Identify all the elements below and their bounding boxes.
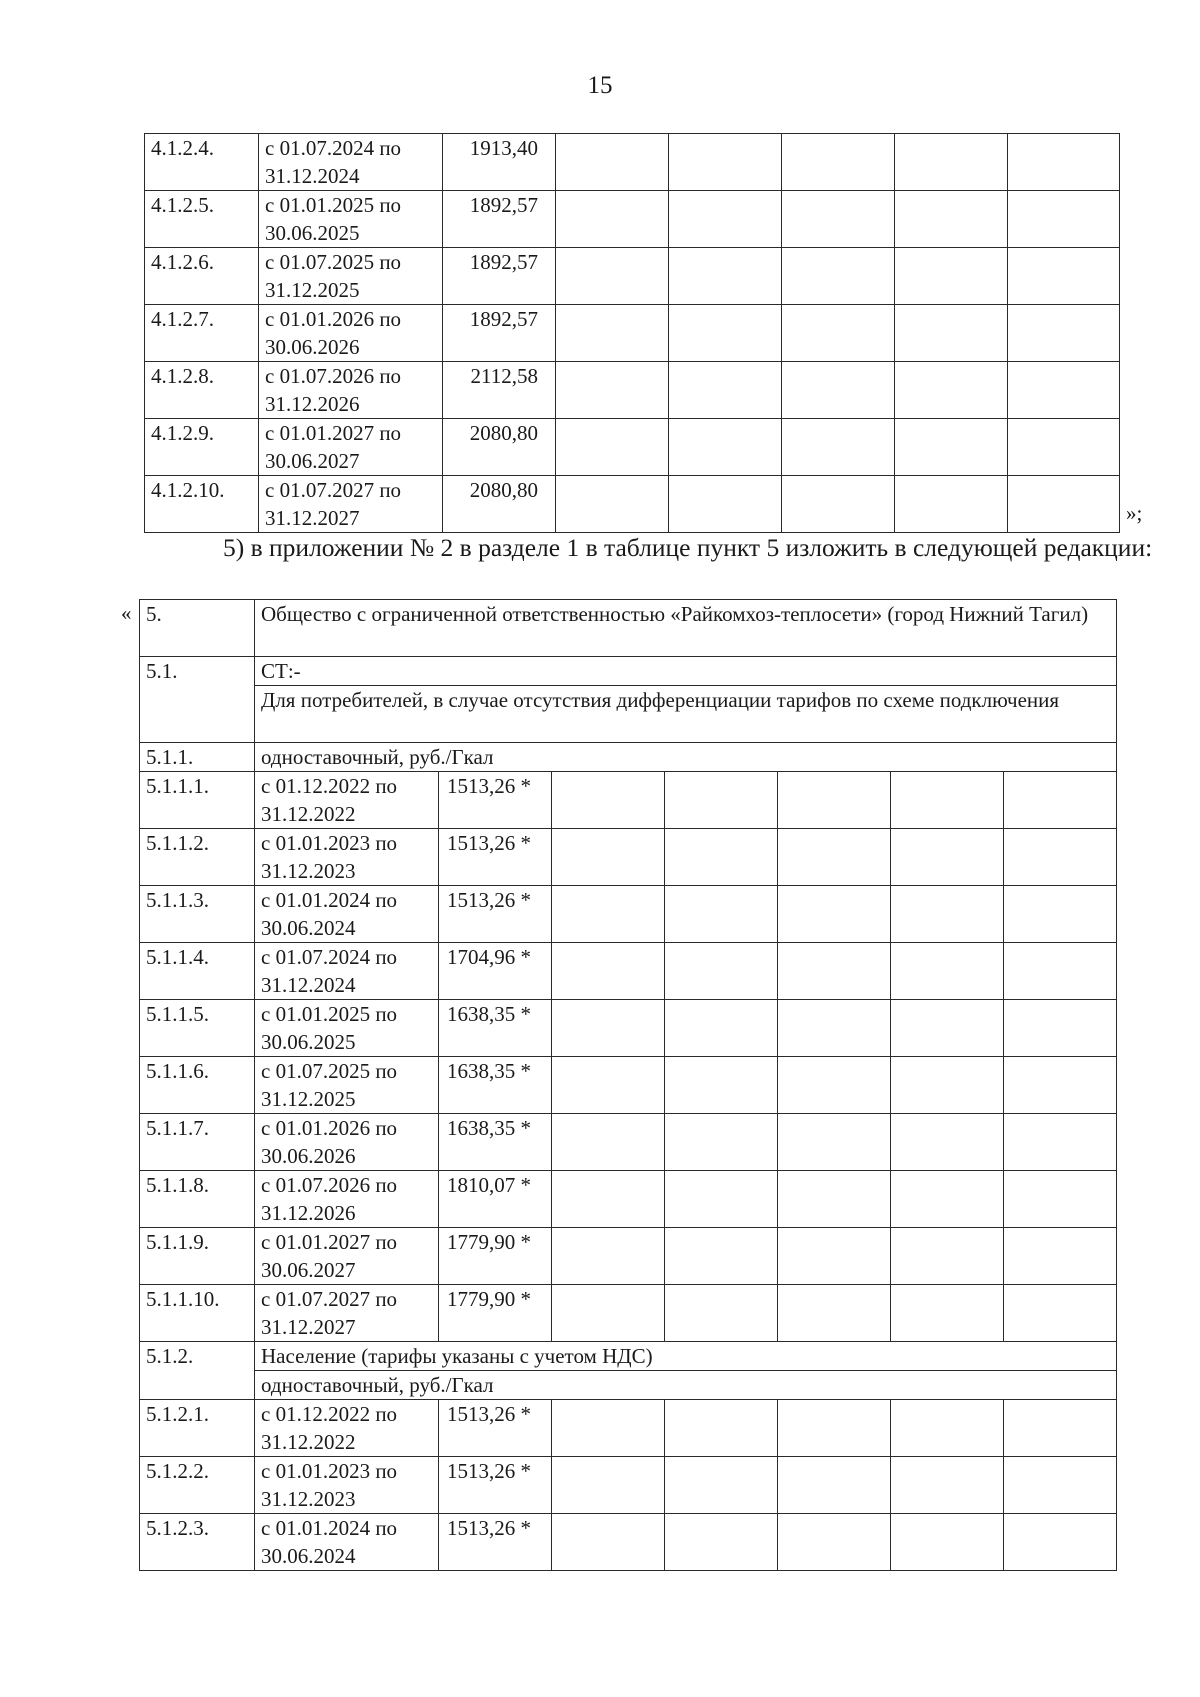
empty-cell	[891, 1285, 1004, 1342]
empty-cell	[1008, 305, 1120, 362]
row-value: 1892,57	[443, 248, 556, 305]
empty-cell	[1008, 419, 1120, 476]
empty-cell	[891, 1057, 1004, 1114]
row-period: с 01.01.2024 по 30.06.2024	[255, 1514, 439, 1571]
row-value: 1704,96 *	[439, 943, 552, 1000]
subsection-sublabel: одноставочный, руб./Гкал	[255, 1371, 1117, 1400]
empty-cell	[895, 476, 1008, 533]
empty-cell	[895, 134, 1008, 191]
table-row	[140, 772, 1117, 829]
empty-cell	[891, 1171, 1004, 1228]
empty-cell	[891, 886, 1004, 943]
empty-cell	[552, 829, 665, 886]
empty-cell	[669, 419, 782, 476]
empty-cell	[556, 362, 669, 419]
table-row	[140, 1171, 1117, 1228]
empty-cell	[556, 419, 669, 476]
row-number: 4.1.2.6.	[145, 248, 259, 305]
section-number: 5.1.	[140, 657, 255, 743]
empty-cell	[665, 886, 778, 943]
row-value: 1638,35 *	[439, 1000, 552, 1057]
row-number: 5.1.1.4.	[140, 943, 255, 1000]
row-value: 1513,26 *	[439, 772, 552, 829]
row-period: с 01.01.2025 по 30.06.2025	[259, 191, 443, 248]
table-row	[140, 1114, 1117, 1171]
empty-cell	[778, 1000, 891, 1057]
row-number: 5.1.1.1.	[140, 772, 255, 829]
empty-cell	[669, 248, 782, 305]
row-value: 1513,26 *	[439, 829, 552, 886]
empty-cell	[891, 1457, 1004, 1514]
row-number: 5.1.1.3.	[140, 886, 255, 943]
empty-cell	[669, 134, 782, 191]
empty-cell	[665, 943, 778, 1000]
subsection-number: 5.1.2.	[140, 1342, 255, 1400]
row-number: 4.1.2.9.	[145, 419, 259, 476]
row-value: 1638,35 *	[439, 1114, 552, 1171]
row-period: с 01.07.2026 по 31.12.2026	[259, 362, 443, 419]
row-number: 5.1.1.5.	[140, 1000, 255, 1057]
subsection-row	[140, 743, 1117, 772]
empty-cell	[778, 1514, 891, 1571]
table-row	[145, 248, 1120, 305]
row-period: с 01.01.2026 по 30.06.2026	[255, 1114, 439, 1171]
row-number: 5.1.1.6.	[140, 1057, 255, 1114]
row-period: с 01.01.2023 по 31.12.2023	[255, 1457, 439, 1514]
empty-cell	[552, 1400, 665, 1457]
row-value: 1513,26 *	[439, 886, 552, 943]
row-period: с 01.07.2024 по 31.12.2024	[259, 134, 443, 191]
row-number: 4.1.2.8.	[145, 362, 259, 419]
table-row	[145, 305, 1120, 362]
subsection-label: одноставочный, руб./Гкал	[255, 743, 1117, 772]
empty-cell	[665, 1514, 778, 1571]
empty-cell	[891, 943, 1004, 1000]
row-number: 5.1.1.10.	[140, 1285, 255, 1342]
empty-cell	[556, 134, 669, 191]
empty-cell	[665, 829, 778, 886]
table-row	[140, 1514, 1117, 1571]
section-desc-row	[140, 686, 1117, 743]
empty-cell	[1004, 1285, 1117, 1342]
empty-cell	[665, 1057, 778, 1114]
empty-cell	[552, 1228, 665, 1285]
empty-cell	[665, 1171, 778, 1228]
row-period: с 01.07.2025 по 31.12.2025	[255, 1057, 439, 1114]
row-number: 5.1.2.1.	[140, 1400, 255, 1457]
empty-cell	[552, 1057, 665, 1114]
row-number: 5.1.1.9.	[140, 1228, 255, 1285]
empty-cell	[665, 1457, 778, 1514]
empty-cell	[552, 943, 665, 1000]
row-period: с 01.01.2025 по 30.06.2025	[255, 1000, 439, 1057]
empty-cell	[665, 1400, 778, 1457]
empty-cell	[552, 886, 665, 943]
row-number: 4.1.2.10.	[145, 476, 259, 533]
table-row	[140, 829, 1117, 886]
empty-cell	[1008, 362, 1120, 419]
empty-cell	[782, 248, 895, 305]
empty-cell	[1004, 829, 1117, 886]
table-row	[140, 1400, 1117, 1457]
row-period: с 01.07.2025 по 31.12.2025	[259, 248, 443, 305]
empty-cell	[1008, 248, 1120, 305]
empty-cell	[778, 1457, 891, 1514]
row-value: 1638,35 *	[439, 1057, 552, 1114]
empty-cell	[1004, 1057, 1117, 1114]
empty-cell	[778, 1057, 891, 1114]
row-period: с 01.01.2027 по 30.06.2027	[259, 419, 443, 476]
empty-cell	[669, 305, 782, 362]
empty-cell	[891, 1114, 1004, 1171]
row-period: с 01.12.2022 по 31.12.2022	[255, 772, 439, 829]
tariff-table-new	[139, 599, 1117, 1571]
row-value: 1810,07 *	[439, 1171, 552, 1228]
empty-cell	[778, 1285, 891, 1342]
empty-cell	[669, 476, 782, 533]
empty-cell	[891, 1000, 1004, 1057]
empty-cell	[669, 191, 782, 248]
empty-cell	[782, 191, 895, 248]
empty-cell	[665, 772, 778, 829]
empty-cell	[669, 362, 782, 419]
empty-cell	[1004, 1400, 1117, 1457]
row-period: с 01.12.2022 по 31.12.2022	[255, 1400, 439, 1457]
empty-cell	[1008, 476, 1120, 533]
empty-cell	[895, 362, 1008, 419]
empty-cell	[1004, 1171, 1117, 1228]
page-number: 15	[587, 72, 613, 99]
row-period: с 01.01.2024 по 30.06.2024	[255, 886, 439, 943]
empty-cell	[1004, 886, 1117, 943]
tariff-table-continued	[144, 133, 1120, 533]
empty-cell	[895, 248, 1008, 305]
empty-cell	[891, 1400, 1004, 1457]
empty-cell	[552, 1000, 665, 1057]
empty-cell	[552, 1457, 665, 1514]
empty-cell	[778, 943, 891, 1000]
empty-cell	[778, 1171, 891, 1228]
row-number: 4.1.2.7.	[145, 305, 259, 362]
closing-quote-mark: »;	[1126, 501, 1143, 525]
subsection-number: 5.1.1.	[140, 743, 255, 772]
subsection-row	[140, 1342, 1117, 1371]
empty-cell	[895, 305, 1008, 362]
row-number: 5.1.1.7.	[140, 1114, 255, 1171]
row-value: 2080,80	[443, 419, 556, 476]
section-description: Для потребителей, в случае отсутствия дифференциации тарифов по схеме подключения	[255, 686, 1117, 743]
empty-cell	[778, 886, 891, 943]
empty-cell	[665, 1228, 778, 1285]
row-period: с 01.01.2023 по 31.12.2023	[255, 829, 439, 886]
empty-cell	[552, 1114, 665, 1171]
row-period: с 01.07.2024 по 31.12.2024	[255, 943, 439, 1000]
row-value: 1892,57	[443, 305, 556, 362]
empty-cell	[778, 1228, 891, 1285]
empty-cell	[552, 1514, 665, 1571]
empty-cell	[1004, 943, 1117, 1000]
empty-cell	[782, 419, 895, 476]
empty-cell	[891, 1228, 1004, 1285]
table-row	[145, 362, 1120, 419]
empty-cell	[1004, 1457, 1117, 1514]
opening-quote-mark: «	[121, 601, 132, 625]
row-value: 1513,26 *	[439, 1400, 552, 1457]
table-row	[140, 1228, 1117, 1285]
empty-cell	[778, 1114, 891, 1171]
empty-cell	[895, 191, 1008, 248]
row-number: 5.1.2.3.	[140, 1514, 255, 1571]
table-row	[145, 419, 1120, 476]
org-row	[140, 600, 1117, 657]
row-number: 5.1.2.2.	[140, 1457, 255, 1514]
empty-cell	[556, 248, 669, 305]
empty-cell	[1004, 772, 1117, 829]
row-value: 1913,40	[443, 134, 556, 191]
row-number: 4.1.2.5.	[145, 191, 259, 248]
subsection-sub-row	[140, 1371, 1117, 1400]
empty-cell	[1004, 1000, 1117, 1057]
table-row	[140, 943, 1117, 1000]
row-period: с 01.07.2026 по 31.12.2026	[255, 1171, 439, 1228]
empty-cell	[782, 134, 895, 191]
table-row	[140, 1457, 1117, 1514]
row-value: 1892,57	[443, 191, 556, 248]
row-number: 5.1.1.2.	[140, 829, 255, 886]
row-value: 1513,26 *	[439, 1514, 552, 1571]
row-period: с 01.01.2026 по 30.06.2026	[259, 305, 443, 362]
empty-cell	[778, 829, 891, 886]
org-number: 5.	[140, 600, 255, 657]
row-value: 1779,90 *	[439, 1285, 552, 1342]
empty-cell	[1004, 1114, 1117, 1171]
table-row	[140, 886, 1117, 943]
empty-cell	[1004, 1514, 1117, 1571]
row-value: 1779,90 *	[439, 1228, 552, 1285]
empty-cell	[556, 305, 669, 362]
empty-cell	[552, 1171, 665, 1228]
table-row	[145, 134, 1120, 191]
empty-cell	[1008, 134, 1120, 191]
empty-cell	[1008, 191, 1120, 248]
empty-cell	[778, 1400, 891, 1457]
row-period: с 01.07.2027 по 31.12.2027	[255, 1285, 439, 1342]
empty-cell	[556, 191, 669, 248]
subsection-label: Население (тарифы указаны с учетом НДС)	[255, 1342, 1117, 1371]
org-name: Общество с ограниченной ответственностью «Райкомхоз-теплосети» (город Нижний Тагил)	[255, 600, 1117, 657]
row-period: с 01.01.2027 по 30.06.2027	[255, 1228, 439, 1285]
empty-cell	[778, 772, 891, 829]
empty-cell	[782, 362, 895, 419]
amendment-paragraph: 5) в приложении № 2 в разделе 1 в таблице пункт 5 изложить в следующей редакции:	[223, 533, 1153, 562]
table-row	[145, 476, 1120, 533]
row-value: 2112,58	[443, 362, 556, 419]
section-label: СТ:-	[255, 657, 1117, 686]
empty-cell	[665, 1285, 778, 1342]
row-period: с 01.07.2027 по 31.12.2027	[259, 476, 443, 533]
empty-cell	[552, 1285, 665, 1342]
table-row	[140, 1057, 1117, 1114]
section-row	[140, 657, 1117, 686]
row-number: 5.1.1.8.	[140, 1171, 255, 1228]
table-row	[145, 191, 1120, 248]
empty-cell	[665, 1000, 778, 1057]
table-row	[140, 1285, 1117, 1342]
empty-cell	[665, 1114, 778, 1171]
row-number: 4.1.2.4.	[145, 134, 259, 191]
empty-cell	[895, 419, 1008, 476]
empty-cell	[891, 1514, 1004, 1571]
empty-cell	[891, 772, 1004, 829]
row-value: 2080,80	[443, 476, 556, 533]
row-value: 1513,26 *	[439, 1457, 552, 1514]
empty-cell	[552, 772, 665, 829]
table-row	[140, 1000, 1117, 1057]
empty-cell	[891, 829, 1004, 886]
empty-cell	[556, 476, 669, 533]
empty-cell	[782, 476, 895, 533]
empty-cell	[1004, 1228, 1117, 1285]
empty-cell	[782, 305, 895, 362]
